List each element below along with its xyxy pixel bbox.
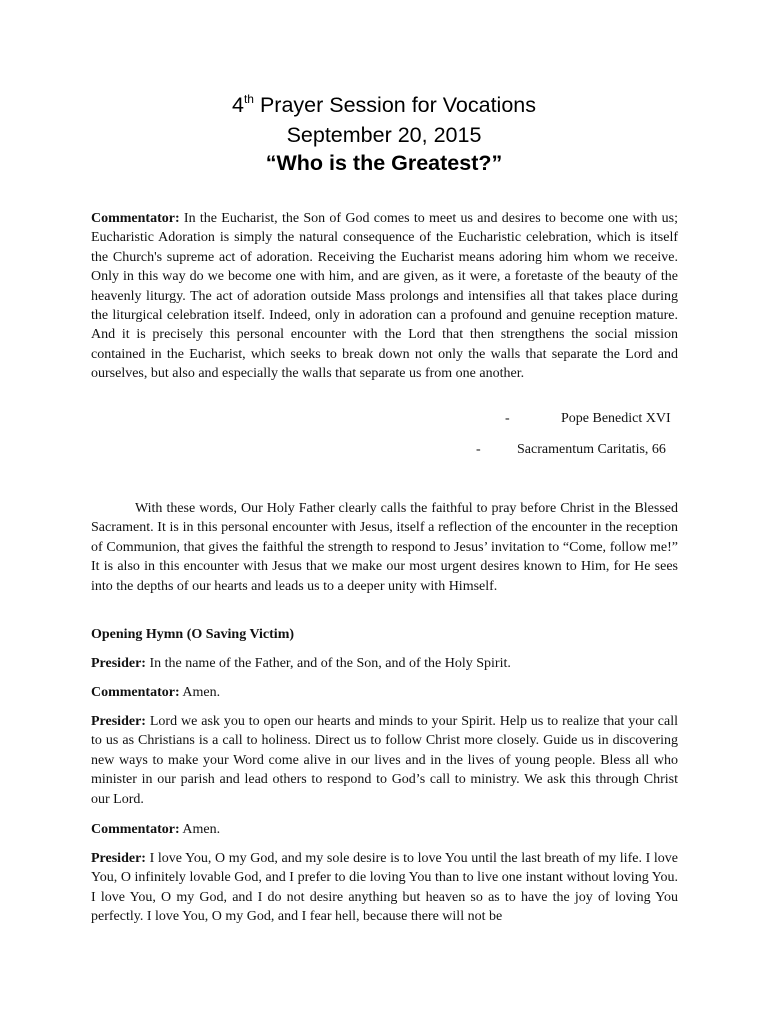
title-number: 4 [231, 93, 244, 117]
exchange-text: I love You, O my God, and my sole desire is to love You until the last breath of my life. I love You, O infinitely lovable God, and I prefer to die loving You than to live one instant without loving You. I love You, O my God, and I do not desire anything but heaven so as to have the joy of loving You perfectly. I love You, O my God, and I fear hell, because there will not be [91, 851, 678, 925]
exchange-text: Amen. [179, 685, 221, 700]
title-ordinal-suffix: th [243, 92, 254, 106]
exchange-text: Amen. [179, 822, 221, 837]
speaker-label: Commentator: [91, 211, 180, 226]
exchange-text: Lord we ask you to open our hearts and minds to your Spirit. Help us to realize that your call to us as Christians is a call to holiness. Direct us to follow Christ more closely. Guide us in discovering new ways to make your Word come alive in our lives and in the lives of young people. Bless all who minister in our parish and lead others to respond to God’s call to ministry. We ask this through Christ our Lord. [91, 714, 678, 807]
citation-dash: - [476, 442, 481, 457]
exchange-line [91, 654, 511, 673]
intro-text: In the Eucharist, the Son of God comes to meet us and desires to become one with us; Eucharistic Adoration is simply the natural consequence of the Eucharistic celebration, which is itself the Church's supreme act of adoration. Receiving the Eucharist means adoring him whom we receive. Only in this way do we become one with him, and are given, as it were, a foretaste of the beauty of the heavenly liturgy. The act of adoration outside Mass prolongs and intensifies all that takes place during the liturgical celebration itself. Indeed, only in adoration can a profound and genuine reception mature. And it is precisely this personal encounter with the Lord that then strengthens the social mission contained in the Eucharist, which seeks to break down not only the walls that separate the Lord and ourselves, but also and especially the walls that separate us from one another. [91, 211, 678, 382]
body-paragraph: With these words, Our Holy Father clearly calls the faithful to pray before Christ in the Blessed Sacrament. It is in this personal encounter with Jesus, itself a reflection of the encounter in the reception of Communion, that gives the faithful the strength to respond to Jesus’ invitation to “Come, follow me!” It is also in this encounter with Jesus that we make our most urgent desires known to Him, for He sees into the depths of our hearts and leads us to a deeper unity with Himself. [91, 501, 678, 594]
exchange-paragraph [91, 712, 678, 809]
document-date: September 20, 2015 [286, 123, 482, 147]
title-text: Prayer Session for Vocations [253, 93, 536, 117]
speaker-label: Presider: [91, 656, 146, 671]
hymn-heading: Opening Hymn (O Saving Victim) [91, 627, 295, 642]
exchange-text: In the name of the Father, and of the Son, and of the Holy Spirit. [145, 656, 511, 671]
intro-paragraph [91, 209, 678, 384]
document-title [0, 92, 768, 118]
citation-text: Pope Benedict XVI [561, 411, 671, 426]
citation-dash: - [505, 411, 510, 426]
citation-text: Sacramentum Caritatis, 66 [517, 442, 666, 457]
speaker-label: Commentator: [91, 685, 180, 700]
speaker-label: Presider: [91, 851, 146, 866]
speaker-label: Presider: [91, 714, 146, 729]
exchange-line [91, 683, 220, 702]
speaker-label: Commentator: [91, 822, 180, 837]
exchange-paragraph [91, 849, 678, 927]
exchange-line [91, 820, 220, 839]
document-subtitle: “Who is the Greatest?” [265, 151, 503, 175]
